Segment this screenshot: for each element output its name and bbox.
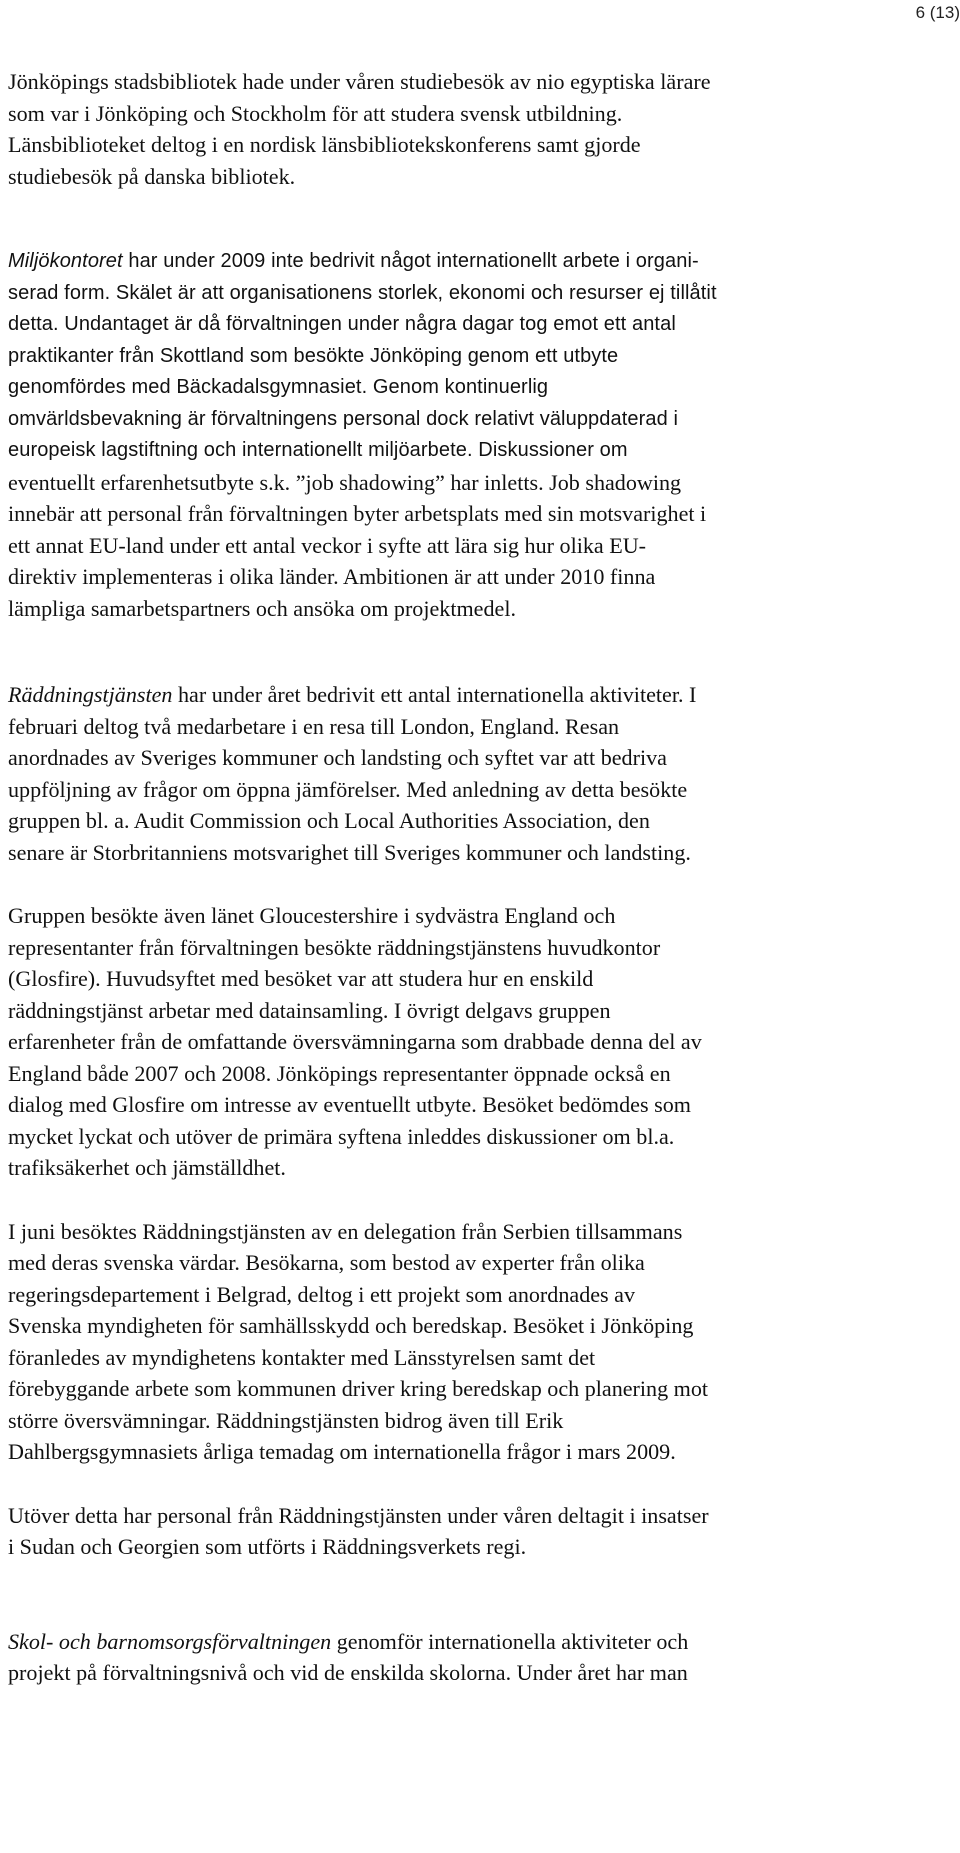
text-line: förebyggande arbete som kommunen driver kring beredskap och planering mot [8,1376,709,1401]
text-line [8,246,958,278]
text-line: projekt på förvaltningsnivå och vid de enskilda skolorna. Under året har man [8,1660,688,1685]
text-line: februari deltog två medarbetare i en resa till London, England. Resan [8,713,620,739]
text-line: Utöver detta har personal från Räddningstjänsten under våren deltagit i insatser [8,1502,709,1528]
paragraph-spacer [8,1563,958,1626]
text-line: eventuellt erfarenhetsutbyte s.k. ”job shadowing” har inletts. Job shadowing [8,469,682,495]
text-fragment: genomför internationella aktiviteter och [331,1628,689,1654]
text-line: omvärldsbevakning är förvaltningens personal dock relativt väluppdaterad i [8,407,678,430]
text-line: uppföljning av frågor om öppna jämförelser. Med anledning av detta besökte [8,776,688,802]
text-line: med deras svenska värdar. Besökarna, som bestod av experter från olika [8,1250,645,1275]
department-name: Räddningstjänsten [8,682,173,707]
text-line: Svenska myndigheten för samhällsskydd och beredskap. Besöket i Jönköping [8,1313,694,1338]
text-line: räddningstjänst arbetar med datainsamling. I övrigt delgavs gruppen [8,997,611,1023]
text-line [8,679,958,711]
text-line: representanter från förvaltningen besökte räddningstjänstens huvudkontor [8,934,661,960]
text-line: praktikanter från Skottland som besökte Jönköping genom ett utbyte [8,344,619,367]
text-line: mycket lyckat och utöver de primära syftena inleddes diskussioner om bl.a. [8,1123,675,1149]
text-line: serad form. Skälet är att organisationens storlek, ekonomi och resurser ej tillåtit [8,281,717,304]
paragraph-gloucestershire [8,900,958,1184]
text-line: Länsbiblioteket deltog i en nordisk länsbibliotekskonferens samt gjorde [8,132,641,157]
text-line: trafiksäkerhet och jämställdhet. [8,1155,286,1180]
text-line: direktiv implementeras i olika länder. Ambitionen är att under 2010 finna [8,564,656,589]
text-line: lämpliga samarbetspartners och ansöka om projektmedel. [8,595,516,621]
text-line: föranledes av myndighetens kontakter med Länsstyrelsen samt det [8,1344,596,1370]
document-body [8,66,958,1689]
text-line: som var i Jönköping och Stockholm för att studera svensk utbildning. [8,100,623,126]
paragraph-spacer [8,192,958,246]
text-line: europeisk lagstiftning och internationellt miljöarbete. Diskussioner om [8,439,628,461]
text-line [8,1626,958,1658]
text-line: gruppen bl. a. Audit Commission och Local Authorities Association, den [8,808,650,833]
paragraph-spacer [8,1184,958,1216]
paragraph-library [8,66,958,192]
text-line: i Sudan och Georgien som utförts i Räddningsverkets regi. [8,1534,527,1559]
text-line: senare är Storbritanniens motsvarighet till Sveriges kommuner och landsting. [8,839,691,865]
text-line: regeringsdepartement i Belgrad, deltog i ett projekt som anordnades av [8,1281,636,1307]
text-line: I juni besöktes Räddningstjänsten av en delegation från Serbien tillsammans [8,1218,683,1244]
text-line: erfarenheter från de omfattande översvämningarna som drabbade denna del av [8,1029,702,1054]
text-line: detta. Undantaget är då förvaltningen under några dagar tog emot ett antal [8,313,676,335]
paragraph-spacer [8,868,958,900]
paragraph-environment-office [8,246,958,467]
paragraph-rescue-service [8,679,958,868]
text-line: genomfördes med Bäckadalsgymnasiet. Genom kontinuerlig [8,376,549,398]
text-line: dialog med Glosfire om intresse av eventuellt utbyte. Besöket bedömdes som [8,1092,691,1117]
text-line: studiebesök på danska bibliotek. [8,163,296,189]
paragraph-spacer [8,624,958,679]
text-line: större översvämningar. Räddningstjänsten bidrog även till Erik [8,1407,564,1433]
text-line: Dahlbergsgymnasiets årliga temadag om internationella frågor i mars 2009. [8,1439,676,1464]
department-name: Skol- och barnomsorgsförvaltningen [8,1628,332,1654]
department-name: Miljökontoret [8,250,123,272]
text-line: anordnades av Sveriges kommuner och landsting och syftet var att bedriva [8,745,667,770]
text-fragment: har under året bedrivit ett antal internationella aktiviteter. I [172,682,697,707]
text-line: ett annat EU-land under ett antal veckor i syfte att lära sig hur olika EU- [8,532,647,558]
text-fragment: har under 2009 inte bedrivit något internationellt arbete i organi- [122,250,699,272]
paragraph-environment-office-cont [8,467,958,625]
paragraph-sudan-georgia [8,1500,958,1563]
text-line: innebär att personal från förvaltningen byter arbetsplats med sin motsvarighet i [8,501,707,526]
text-line: England både 2007 och 2008. Jönköpings representanter öppnade också en [8,1060,671,1086]
paragraph-serbia-delegation [8,1216,958,1468]
paragraph-spacer [8,1468,958,1500]
page-number: 6 (13) [915,3,960,22]
text-line: Gruppen besökte även länet Gloucestershire i sydvästra England och [8,903,616,928]
paragraph-school-administration [8,1626,958,1689]
text-line: (Glosfire). Huvudsyftet med besöket var att studera hur en enskild [8,966,594,991]
text-line: Jönköpings stadsbibliotek hade under våren studiebesök av nio egyptiska lärare [8,69,711,94]
